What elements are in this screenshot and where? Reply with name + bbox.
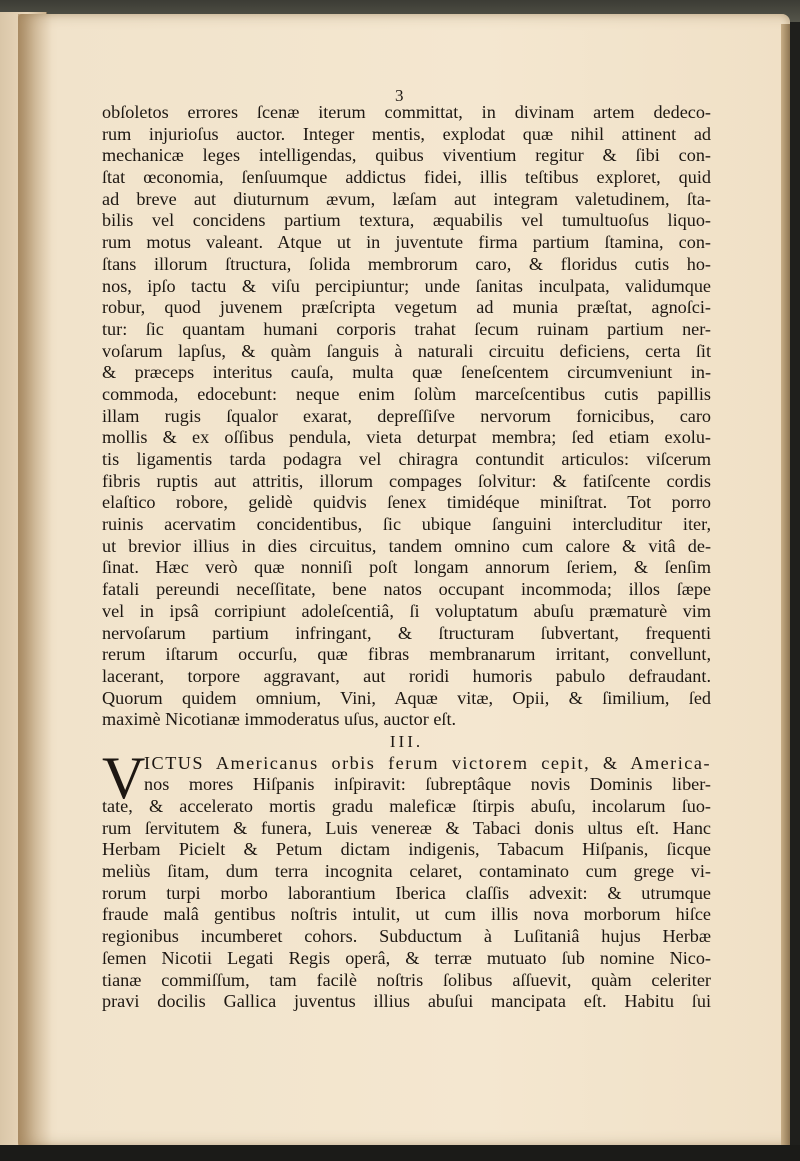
text-line: ad breve aut diuturnum ævum, læſam aut integram valetudinem, ſta- — [102, 188, 711, 209]
text-line: fraude malâ gentibus noſtris intulit, ut cum illis nova morborum hiſce — [102, 904, 711, 925]
text-line: obſoletos errores ſcenæ iterum committat, in divinam artem dedeco- — [102, 102, 711, 122]
text-line: ſemen Nicotii Legati Regis operâ, & terræ mutuato ſub nomine Nico- — [102, 947, 711, 968]
text-line: rum ſervitutem & funera, Luis venereæ & Tabaci donis ultus eſt. Hanc — [102, 817, 711, 838]
text-line: lacerant, torpore aggravant, aut roridi humoris pabulo defraudant. — [102, 665, 711, 686]
text-line: pravi docilis Gallica juventus illius abuſui mancipata eſt. Habitu ſui — [102, 991, 711, 1012]
text-line: robur, quod juvenem præſcripta vegetum ad munia præſtat, agnoſci- — [102, 297, 711, 318]
text-line: Herbam Picielt & Petum dictam indigenis, Tabacum Hiſpanis, ſicque — [102, 839, 711, 860]
text-line: fatali pereundi neceſſitate, bene natos occupant incommoda; illos ſæpe — [102, 579, 711, 600]
text-line: ſinat. Hæc verò quæ nonniſi poſt longam annorum ſeriem, & ſenſim — [102, 557, 711, 578]
drop-cap-initial: V — [102, 744, 146, 811]
text-line: ſtat œconomia, ſenſuumque addictus fidei, illis teſtibus exploret, quid — [102, 167, 711, 188]
text-line: ut brevior illius in dies circuitus, tandem omnino cum calore & vitâ de- — [102, 535, 711, 556]
text-line: illam rugis ſqualor exarat, depreſſiſve nervorum fornicibus, caro — [102, 405, 711, 426]
text-line: tate, & accelerato mortis gradu maleficæ ſtirpis abuſu, incolarum ſuo- — [102, 796, 711, 816]
scan-bottom-edge — [0, 1145, 800, 1161]
text-line: rum injurioſus auctor. Integer mentis, explodat quæ nihil attinent ad — [102, 123, 711, 144]
paragraph-2-lines — [102, 744, 711, 1013]
page-number: 3 — [395, 86, 404, 105]
page-gutter-shadow — [18, 14, 52, 1146]
paragraph-2 — [102, 744, 711, 1013]
text-line: commoda, edocebunt: neque enim ſolùm marceſcentibus cutis papillis — [102, 383, 711, 404]
page-text — [102, 102, 711, 1013]
text-line: tur: ſic quantam humani corporis trahat ſecum ruinam partium ner- — [102, 318, 711, 339]
text-line: rum motus valeant. Atque ut in juventute firma partium ſtamina, con- — [102, 232, 711, 253]
text-line: vel in ipsâ corripiunt adoleſcentiâ, ſi voluptatum abuſu præmaturè vim — [102, 600, 711, 621]
text-line: mollis & ex oſſibus pendula, vieta deturpat membra; ſed etiam exolu- — [102, 427, 711, 448]
text-line: ruinis acervatim concidentibus, ſic ubique ſanguini intercluditur iter, — [102, 514, 711, 535]
text-line: tianæ commiſſum, tam facilè noſtris ſolibus aſſuevit, quàm celeriter — [102, 969, 711, 990]
text-line: elaſtico robore, gelidè quidvis ſenex timidéque miniſtrat. Tot porro — [102, 492, 711, 513]
text-line: voſarum lapſus, & quàm ſanguis à naturali circuitu deficiens, certa ſit — [102, 340, 711, 361]
text-line: Quorum quidem omnium, Vini, Aquæ vitæ, Opii, & ſimilium, ſed — [102, 687, 711, 708]
text-line: ſtans illorum ſtructura, ſolida membrorum caro, & floridus cutis ho- — [102, 253, 711, 274]
section-heading: III. — [389, 731, 424, 751]
text-line: nos, ipſo tactu & viſu percipiuntur; unde ſanitas inculpata, validumque — [102, 275, 711, 296]
page-stack-edge — [781, 24, 790, 1161]
text-line: rerum iſtarum occurſu, quæ fibras membranarum irritant, convellunt, — [102, 644, 711, 665]
text-line: & præceps interitus cauſa, multa quæ ſeneſcentem circumveniunt in- — [102, 362, 711, 383]
text-line: fibris ruptis aut attritis, illorum compages ſolvitur: & fatiſcente cordis — [102, 470, 711, 491]
text-line: mechanicæ leges intelligendas, quibus viventium regitur & ſibi con- — [102, 145, 711, 166]
text-line: meliùs ſitam, dum terra incognita celaret, contaminato cum grege vi- — [102, 861, 711, 882]
text-line: maximè Nicotianæ immoderatus uſus, auctor eſt. — [102, 709, 457, 730]
text-line: nos mores Hiſpanis inſpiravit: ſubreptâque novis Dominis liber- — [144, 774, 711, 795]
text-line: ICTUS Americanus orbis ferum victorem cepit, & America- — [144, 752, 711, 773]
text-line: tis ligamentis tarda podagra vel chiragra contundit articulos: viſcerum — [102, 449, 711, 469]
paragraph-1 — [102, 102, 711, 731]
text-line: rorum turpi morbo laborantium Iberica claſſis advexit: & utrumque — [102, 882, 711, 903]
text-line: bilis vel concidens partium textura, æquabilis vel tumultuoſus liquo- — [102, 210, 711, 231]
text-line: regionibus incumberet cohors. Subductum à Luſitaniâ hujus Herbæ — [102, 926, 711, 947]
text-line: nervoſarum partium infringant, & ſtructuram ſubvertant, frequenti — [102, 622, 711, 643]
